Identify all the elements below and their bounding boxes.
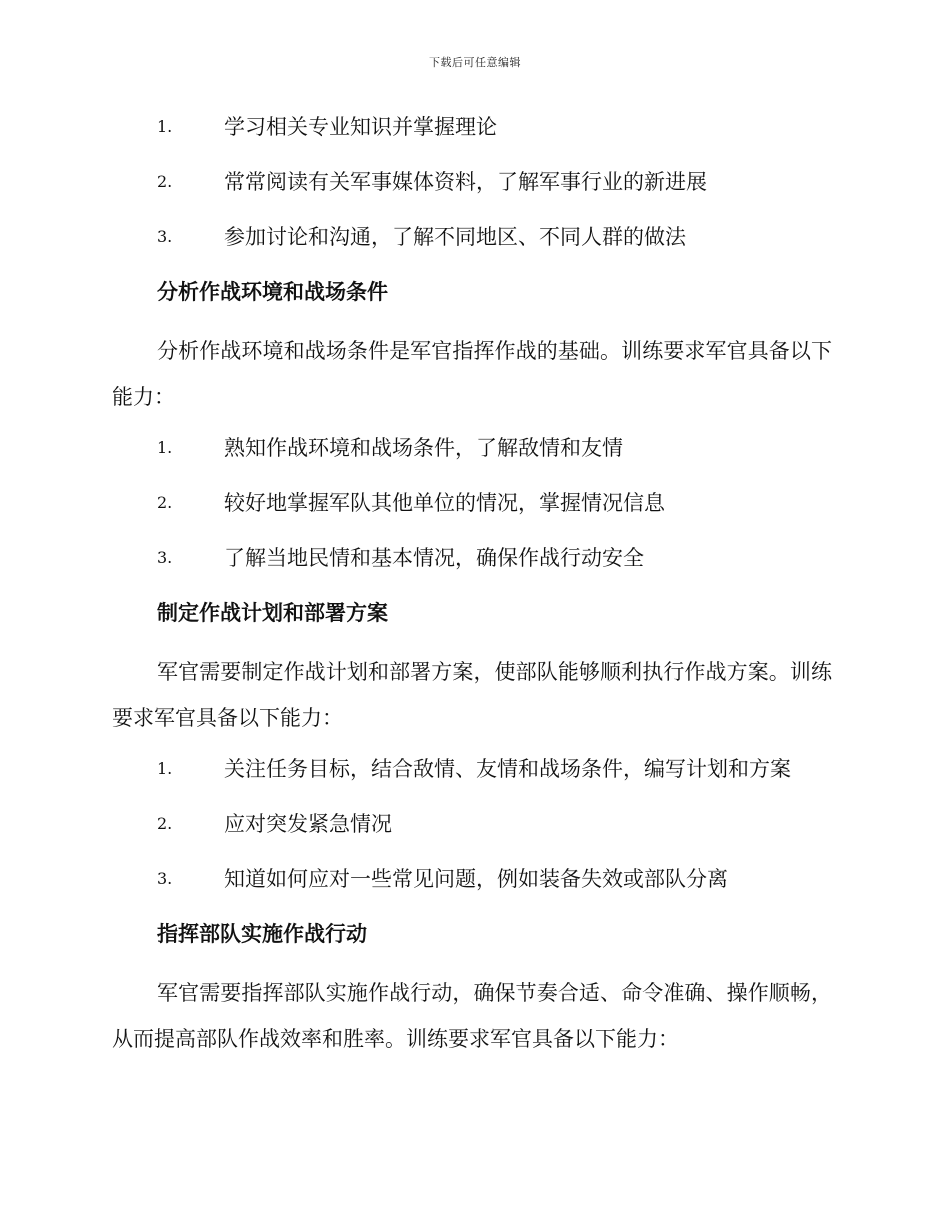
list-text: 熟知作战环境和战场条件，了解敌情和友情	[224, 436, 623, 460]
list-item	[112, 218, 832, 273]
page-header: 下载后可任意编辑	[429, 56, 521, 69]
section-paragraph: 军官需要指挥部队实施作战行动，确保节奏合适、命令准确、操作顺畅，从而提高部队作战效率和胜率。训练要求军官具备以下能力：	[112, 981, 832, 1051]
list-item	[112, 108, 832, 163]
list-item	[112, 163, 832, 218]
list-text: 常常阅读有关军事媒体资料，了解军事行业的新进展	[224, 170, 707, 194]
section-paragraph: 分析作战环境和战场条件是军官指挥作战的基础。训练要求军官具备以下能力：	[112, 339, 832, 409]
list-number: 1.	[157, 438, 173, 457]
list-number: 2.	[157, 493, 173, 512]
list-text: 了解当地民情和基本情况，确保作战行动安全	[224, 546, 644, 570]
list-number: 3.	[157, 869, 173, 888]
document-body	[112, 108, 832, 1071]
list-item	[112, 860, 832, 915]
section-heading: 指挥部队实施作战行动	[157, 921, 367, 946]
list-text: 知道如何应对一些常见问题，例如装备失效或部队分离	[224, 867, 728, 891]
list-text: 关注任务目标，结合敌情、友情和战场条件，编写计划和方案	[224, 757, 791, 781]
section-heading: 制定作战计划和部署方案	[157, 600, 388, 625]
list-item	[112, 539, 832, 594]
list-number: 2.	[157, 172, 173, 191]
list-number: 3.	[157, 227, 173, 246]
list-text: 应对突发紧急情况	[224, 812, 392, 836]
list-text: 参加讨论和沟通，了解不同地区、不同人群的做法	[224, 225, 686, 249]
list-text: 学习相关专业知识并掌握理论	[224, 115, 497, 139]
section-paragraph: 军官需要制定作战计划和部署方案，使部队能够顺利执行作战方案。训练要求军官具备以下能力：	[112, 660, 832, 730]
list-item	[112, 805, 832, 860]
section-heading: 分析作战环境和战场条件	[157, 279, 388, 304]
list-text: 较好地掌握军队其他单位的情况，掌握情况信息	[224, 491, 665, 515]
list-number: 3.	[157, 548, 173, 567]
list-item	[112, 484, 832, 539]
list-number: 2.	[157, 814, 173, 833]
list-item	[112, 750, 832, 805]
list-number: 1.	[157, 759, 173, 778]
list-number: 1.	[157, 117, 173, 136]
list-item	[112, 429, 832, 484]
